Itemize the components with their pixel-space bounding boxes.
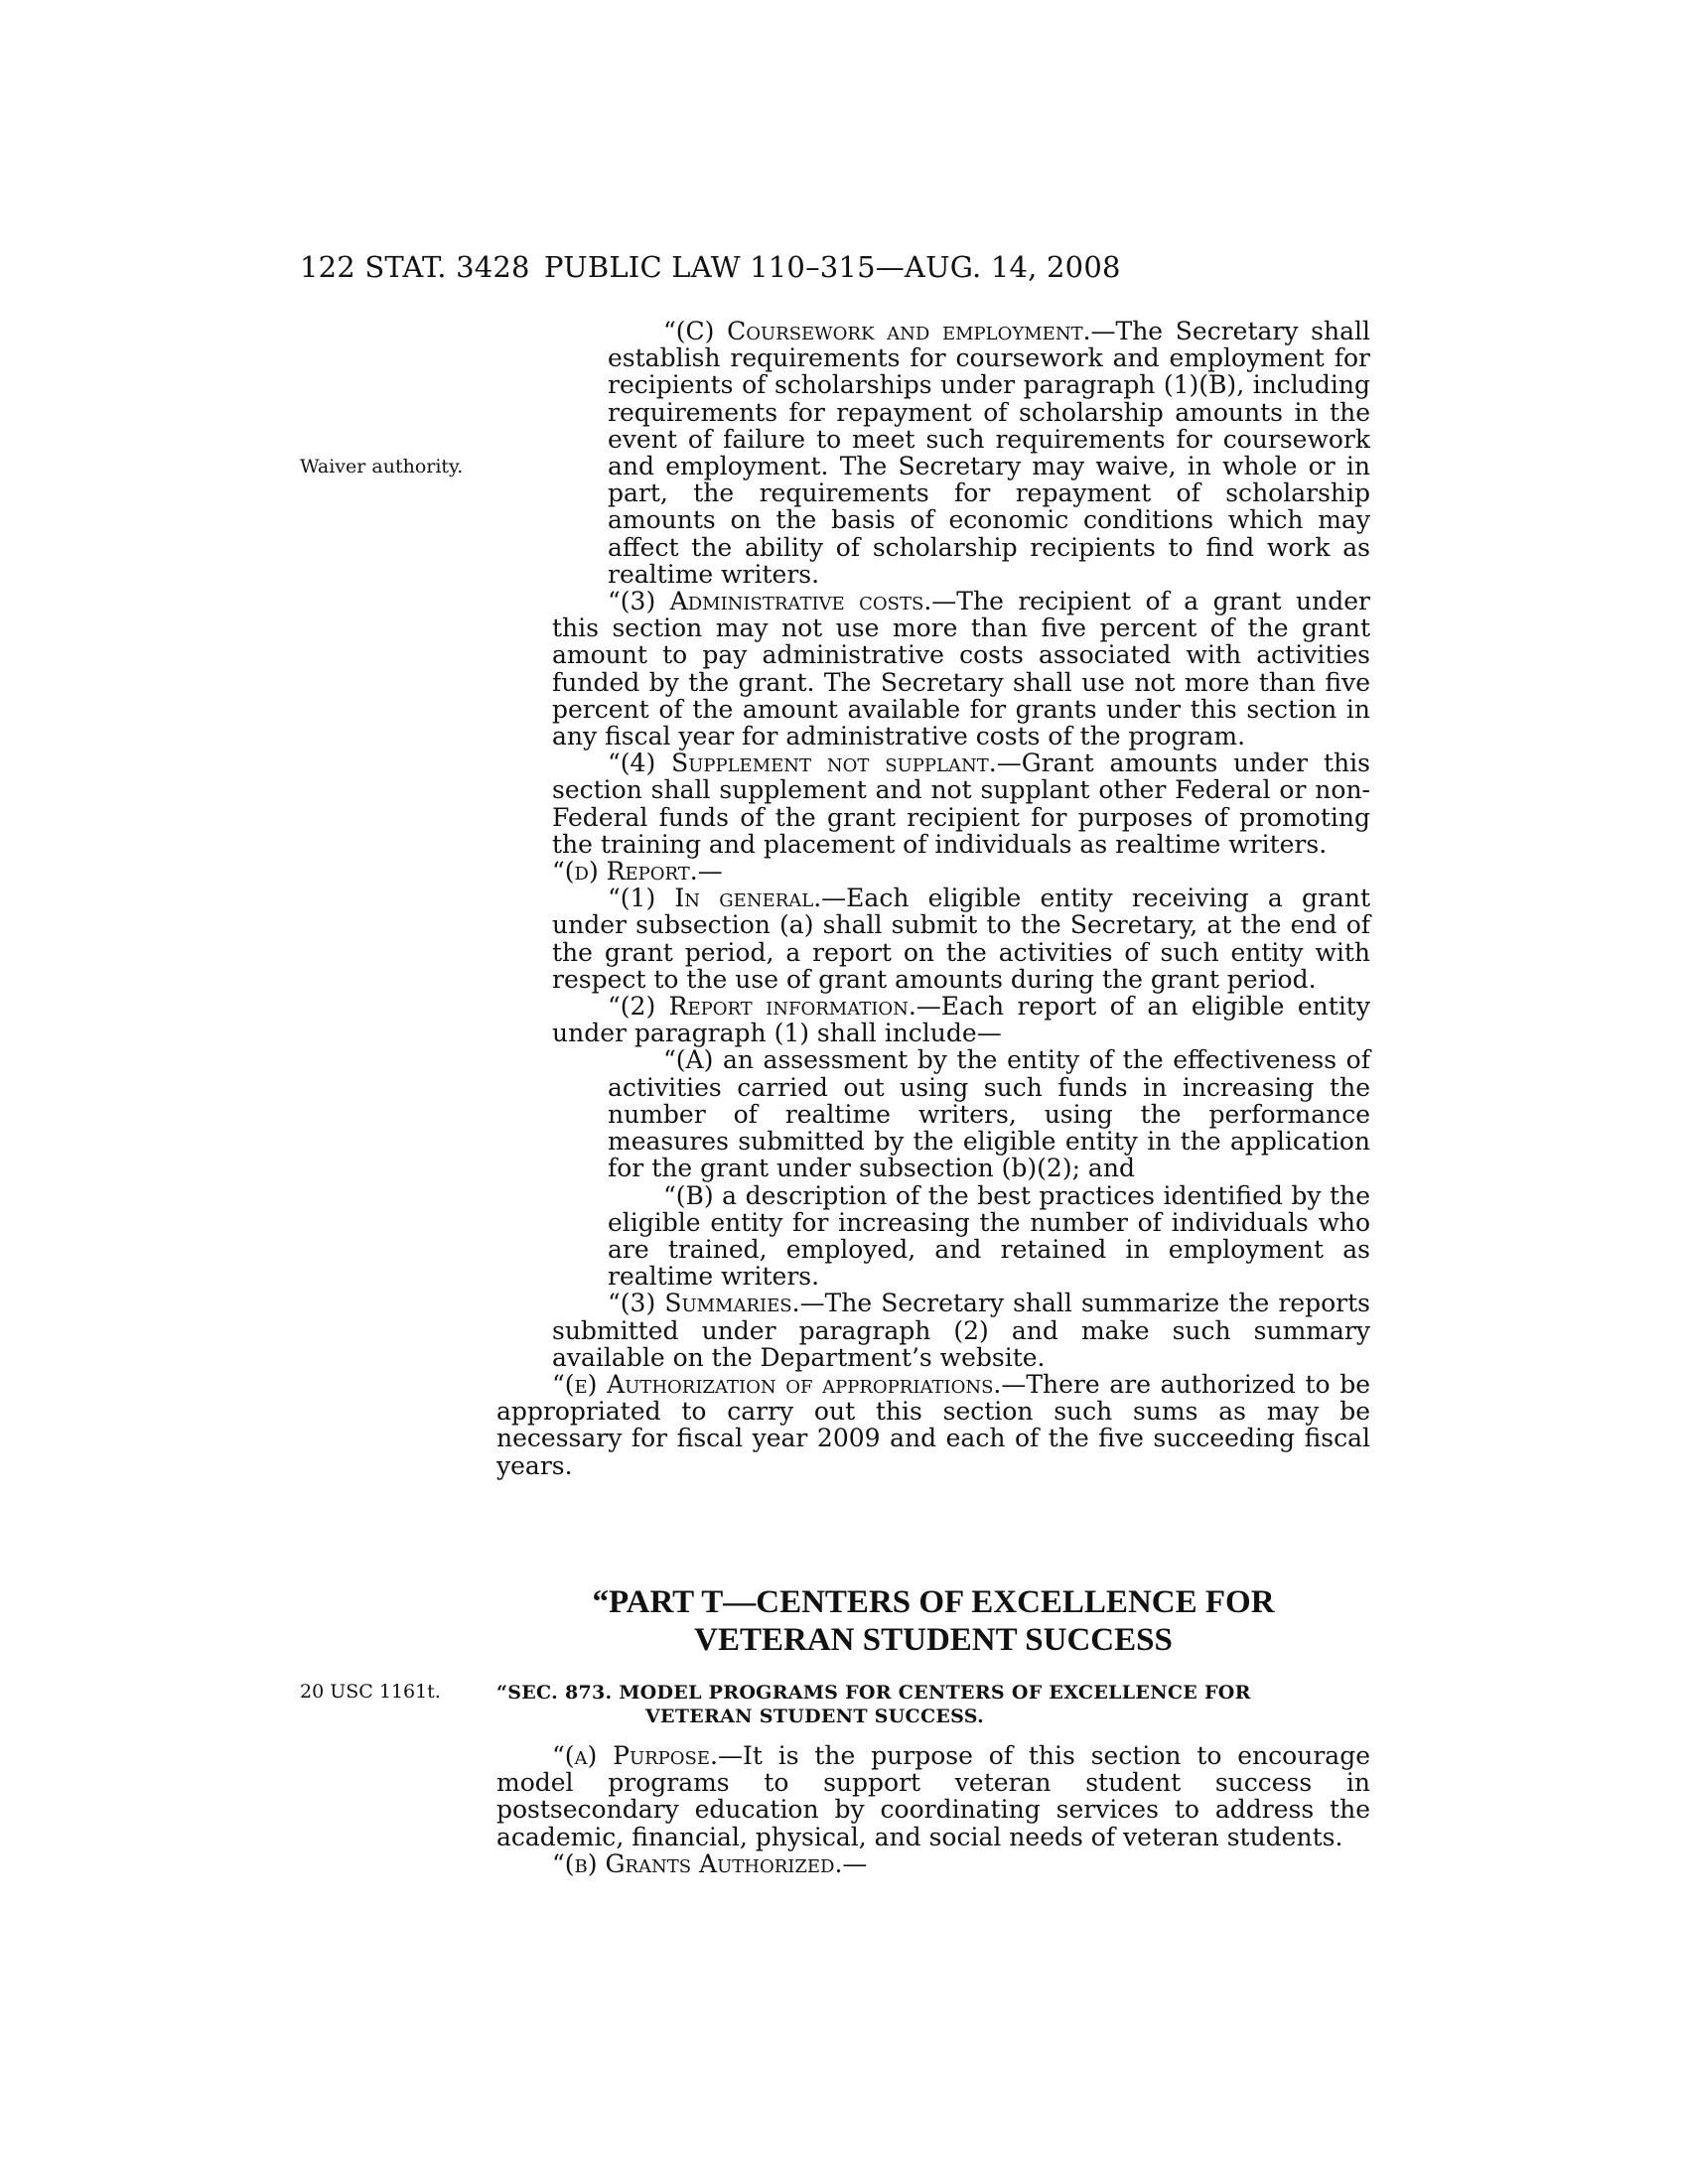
paragraph-d2-text: —Each report of an eligible entity under paragraph (1) shall include— [552, 992, 1370, 1048]
paragraph-3-heading: “(3) Administrative costs. [608, 587, 932, 616]
subsection-a-heading: “(a) Purpose. [552, 1741, 718, 1770]
part-title-line2: VETERAN STUDENT SUCCESS [694, 1622, 1173, 1658]
subsection-a-text: —It is the purpose of this section to encourage model programs to support veteran student success in postsecondary education by coordinating services to address the academic, financial, physical, and social needs of veteran students. [496, 1741, 1370, 1851]
part-title-line1: “PART T—CENTERS OF EXCELLENCE FOR [592, 1584, 1275, 1620]
subsection-a [496, 1742, 1370, 1850]
subparagraph-d2-b: “(B) a description of the best practices identified by the eligible entity for increasing the number of individuals who are trained, employed, and retained in employment as realtime writers. [608, 1180, 1370, 1292]
statute-page-number: 122 STAT. 3428 [300, 250, 530, 284]
subsection-d-text: — [697, 857, 723, 887]
paragraph-d3-heading: “(3) Summaries. [608, 1289, 800, 1318]
section-heading-line1: “SEC. 873. MODEL PROGRAMS FOR CENTERS OF EXCELLENCE FOR [496, 1682, 1251, 1704]
subparagraph-d2-a: “(A) an assessment by the entity of the effectiveness of activities carried out using such funds in increasing the number of realtime writers, using the performance measures submitted by the eligible entity in the application for the grant under subsection (b)(2); and [608, 1045, 1370, 1183]
paragraph-3 [552, 588, 1370, 750]
section-body [496, 1742, 1370, 1877]
part-title [496, 1583, 1370, 1659]
subsection-b-text: — [842, 1848, 868, 1878]
subsection-d [496, 858, 1370, 885]
subparagraph-c-heading: “(C) Coursework and employment. [663, 317, 1091, 345]
paragraph-d1-text: —Each eligible entity receiving a grant under subsection (a) shall submit to the Secretary, at the end of the grant period, a report on the activities of such entity with respect to the use of grant amounts during the grant period. [552, 884, 1370, 994]
subsection-d-heading: “(d) Report. [552, 857, 698, 887]
document-body [496, 318, 1370, 1479]
paragraph-4-text: —Grant amounts under this section shall supplement and not supplant other Federal or non-Federal funds of the grant recipient for purposes of promoting the training and placement of individuals as realtime writers. [552, 749, 1370, 859]
paragraph-4 [552, 750, 1370, 858]
paragraph-d1 [552, 885, 1370, 993]
paragraph-d3 [552, 1290, 1370, 1371]
paragraph-3-text: —The recipient of a grant under this section may not use more than five percent of the grant amount to pay administrative costs associated with activities funded by the grant. The Secretary shall use not more than five percent of the amount available for grants under this section in any fiscal year for administrative costs of the program. [552, 587, 1370, 751]
subsection-e [496, 1371, 1370, 1479]
paragraph-4-heading: “(4) Supplement not supplant. [608, 749, 997, 778]
subsection-b-heading: “(b) Grants Authorized. [552, 1848, 843, 1878]
subsection-e-text: —There are authorized to be appropriated to carry out this section such sums as may be necessary for fiscal year 2009 and each of the five succeeding fiscal years. [496, 1369, 1370, 1480]
margin-note-waiver: Waiver authority. [300, 456, 464, 478]
paragraph-d2 [552, 993, 1370, 1046]
paragraph-d2-heading: “(2) Report information. [608, 992, 916, 1022]
paragraph-d1-heading: “(1) In general. [608, 884, 822, 913]
subsection-b [496, 1850, 1370, 1877]
running-header: PUBLIC LAW 110–315—AUG. 14, 2008 [544, 250, 1121, 284]
subsection-e-heading: “(e) Authorization of appropriations. [552, 1369, 1002, 1399]
paragraph-d3-text: —The Secretary shall summarize the reports submitted under paragraph (2) and make such summary available on the Department’s website. [552, 1289, 1370, 1372]
section-heading-line2: VETERAN STUDENT SUCCESS. [645, 1706, 985, 1727]
section-heading [496, 1681, 1370, 1728]
subparagraph-c [608, 318, 1370, 588]
subparagraph-c-text: —The Secretary shall establish requirements for coursework and employment for recipients of scholarships under paragraph (1)(B), including requirements for repayment of scholarship amounts in the event of failure to meet such requirements for coursework and employment. The Secretary may waive, in whole or in part, the requirements for repayment of scholarship amounts on the basis of economic conditions which may affect the ability of scholarship recipients to find work as realtime writers. [608, 317, 1370, 589]
margin-note-usc: 20 USC 1161t. [300, 1681, 441, 1703]
